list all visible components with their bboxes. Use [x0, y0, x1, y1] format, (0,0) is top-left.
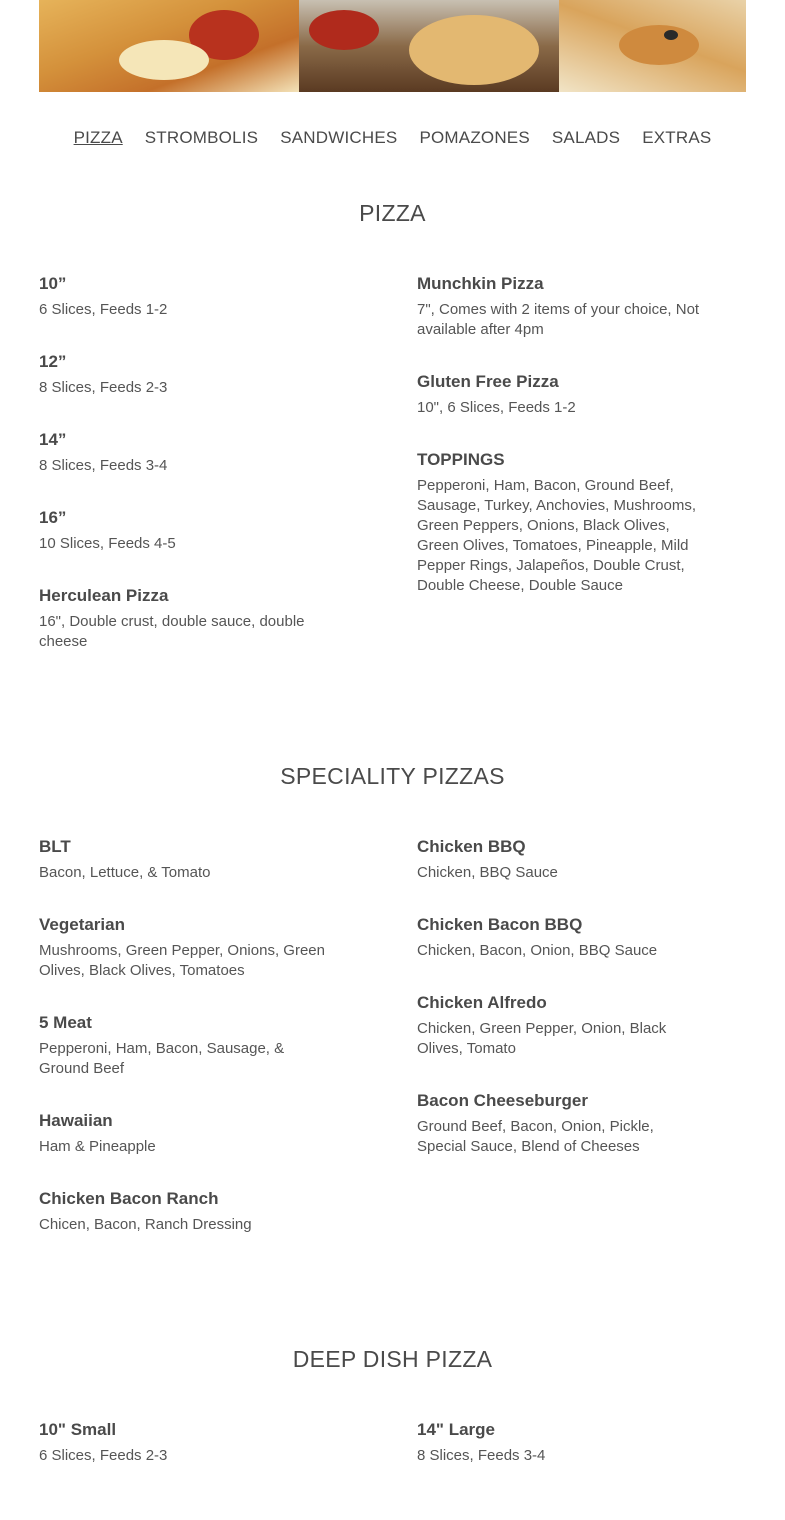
crust-shape: [619, 25, 699, 65]
item-name: 14”: [39, 430, 67, 449]
menu-item: [39, 430, 329, 476]
nav-pizza[interactable]: PIZZA: [73, 128, 123, 147]
item-name: 12”: [39, 352, 67, 371]
calzone-photo: [39, 0, 299, 92]
menu-item: [39, 1420, 329, 1466]
item-description: 10", 6 Slices, Feeds 1-2: [417, 399, 576, 416]
item-name: Bacon Cheeseburger: [417, 1091, 588, 1110]
item-name: Hawaiian: [39, 1111, 113, 1130]
item-description: Pepperoni, Ham, Bacon, Ground Beef, Sausage, Turkey, Anchovies, Mushrooms, Green Peppers, Onions, Black Olives, Green Olives, Tomatoes, Pineapple, Mild Pepper Rings, Jalapeños, Double Crust, Double Cheese, Double Sauce: [417, 477, 697, 594]
item-name: Vegetarian: [39, 915, 125, 934]
item-description: Ground Beef, Bacon, Onion, Pickle, Special Sauce, Blend of Cheeses: [417, 1118, 654, 1155]
nav-sandwiches[interactable]: SANDWICHES: [280, 128, 398, 147]
menu-item: [39, 1111, 329, 1157]
menu-item: [417, 1091, 707, 1157]
menu-item: [417, 372, 707, 418]
menu-item: [417, 837, 707, 883]
menu-item: [39, 1189, 329, 1235]
item-description: 16", Double crust, double sauce, double cheese: [39, 613, 305, 650]
deepdish-section-title: DEEP DISH PIZZA: [292, 1346, 493, 1372]
speciality-section-title: SPECIALITY PIZZAS: [280, 763, 505, 789]
item-description: 10 Slices, Feeds 4-5: [39, 535, 176, 552]
toppings-block: [417, 450, 707, 596]
item-description: 6 Slices, Feeds 2-3: [39, 1447, 168, 1464]
item-description: Chicken, BBQ Sauce: [417, 864, 558, 881]
stromboli-photo: [559, 0, 746, 92]
garlic-knots-photo: [299, 0, 559, 92]
item-description: 6 Slices, Feeds 1-2: [39, 301, 168, 318]
item-description: Chicken, Bacon, Onion, BBQ Sauce: [417, 942, 658, 959]
item-name: 10”: [39, 274, 67, 293]
pizza-section-title: PIZZA: [359, 200, 426, 226]
item-description: 8 Slices, Feeds 3-4: [417, 1447, 546, 1464]
item-name: Herculean Pizza: [39, 586, 169, 605]
menu-item: [417, 274, 707, 340]
nav-pomazones[interactable]: POMAZONES: [419, 128, 530, 147]
item-name: BLT: [39, 837, 71, 856]
item-name: Chicken Alfredo: [417, 993, 547, 1012]
hero-photo-strip: [39, 0, 746, 92]
menu-item: [39, 915, 329, 981]
menu-item: [39, 274, 329, 320]
olive-shape: [664, 30, 678, 40]
item-name: 16”: [39, 508, 67, 527]
sauce-cup-shape: [309, 10, 379, 50]
menu-item: [39, 837, 329, 883]
menu-item: [417, 1420, 707, 1466]
item-name: 14" Large: [417, 1420, 495, 1439]
item-name: Gluten Free Pizza: [417, 372, 559, 391]
item-name: Chicken BBQ: [417, 837, 526, 856]
item-description: 7", Comes with 2 items of your choice, Not available after 4pm: [417, 301, 700, 338]
menu-item: [39, 586, 329, 652]
menu-item: [417, 915, 707, 961]
item-description: Chicken, Green Pepper, Onion, Black Olives, Tomato: [417, 1020, 667, 1057]
item-description: 8 Slices, Feeds 3-4: [39, 457, 168, 474]
menu-item: [39, 1013, 329, 1079]
item-description: Mushrooms, Green Pepper, Onions, Green Olives, Black Olives, Tomatoes: [39, 942, 325, 979]
nav-salads[interactable]: SALADS: [551, 128, 621, 147]
item-name: TOPPINGS: [417, 450, 505, 469]
menu-item: [39, 352, 329, 398]
cheese-shape: [119, 40, 209, 80]
item-description: Ham & Pineapple: [39, 1138, 156, 1155]
menu-item: [417, 993, 707, 1059]
item-name: Chicken Bacon BBQ: [417, 915, 583, 934]
item-description: 8 Slices, Feeds 2-3: [39, 379, 168, 396]
item-name: Munchkin Pizza: [417, 274, 544, 293]
item-name: Chicken Bacon Ranch: [39, 1189, 219, 1208]
nav-strombolis[interactable]: STROMBOLIS: [144, 128, 259, 147]
menu-item: [39, 508, 329, 554]
category-nav: [0, 128, 785, 148]
item-name: 10" Small: [39, 1420, 117, 1439]
item-description: Pepperoni, Ham, Bacon, Sausage, & Ground Beef: [39, 1040, 285, 1077]
knots-shape: [409, 15, 539, 85]
item-description: Bacon, Lettuce, & Tomato: [39, 864, 211, 881]
item-name: 5 Meat: [39, 1013, 92, 1032]
nav-extras[interactable]: EXTRAS: [642, 128, 712, 147]
item-description: Chicen, Bacon, Ranch Dressing: [39, 1216, 252, 1233]
